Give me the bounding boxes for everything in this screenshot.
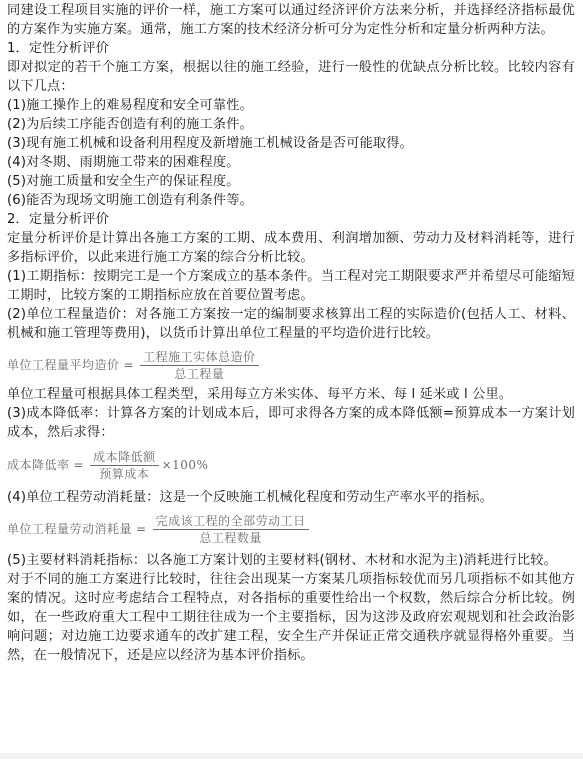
formula-cost-reduction-denominator: 预算成本 (99, 466, 150, 481)
formula-cost-reduction-lhs: 成本降低率 (7, 457, 70, 472)
bottom-divider (0, 753, 583, 759)
formula-labor-consumption-lhs: 单位工程量劳动消耗量 (7, 521, 133, 536)
section2-item-5: (5)主要材料消耗指标：以各施工方案计划的主要材料(钢材、木材和水泥为主)消耗进行比较。 (7, 553, 557, 568)
formula-labor-consumption-equals: = (136, 521, 147, 536)
section2-item-3: (3)成本降低率：计算各方案的计划成本后，即可求得各方案的成本降低额=预算成本一方案计划成本，然后求得： (7, 406, 575, 440)
formula-cost-reduction-numerator: 成本降低额 (90, 450, 159, 466)
section2-heading: 2．定量分析评价 (7, 212, 109, 227)
formula-cost-reduction-equals: = (73, 457, 85, 472)
formula-cost-reduction-multiplier: ×100% (161, 457, 209, 472)
formula-unit-cost-denominator: 总工程量 (174, 366, 225, 381)
formula-unit-cost-equals: = (123, 357, 135, 372)
section2-item-2: (2)单位工程量造价：对各施工方案按一定的编制要求核算出工程的实际造价(包括人工、材料、机械和施工管理等费用)，以货币计算出单位工程量的平均造价进行比较。 (7, 307, 575, 341)
formula-unit-cost (7, 349, 575, 381)
section1-item-5: (5)对施工质量和安全生产的保证程度。 (7, 174, 240, 189)
section1-item-1: (1)施工操作上的难易程度和安全可靠性。 (7, 98, 253, 113)
formula-labor-consumption-fraction (153, 514, 309, 545)
section1-text: 即对拟定的若干个施工方案，根据以往的施工经验，进行一般性的优缺点分析比较。比较内容有以下几点： (7, 60, 575, 94)
document-body (7, 1, 575, 665)
after-formula1-text: 单位工程量可根据具体工程类型，采用每立方米实体、每平方米、每 l 延米或 l 公里。 (7, 387, 513, 402)
section1-item-6: (6)能否为现场文明施工创造有利条件等。 (7, 193, 253, 208)
formula-cost-reduction (7, 448, 575, 482)
section1-item-2: (2)为后续工序能否创造有利的施工条件。 (7, 117, 253, 132)
intro-paragraph: 同建设工程项目实施的评价一样，施工方案可以通过经济评价方法来分析，并选择经济指标最优的方案作为实施方案。通常，施工方案的技术经济分析可分为定性分析和定量分析两种方法。 (7, 3, 575, 37)
formula-unit-cost-numerator: 工程施工实体总造价 (140, 350, 259, 366)
section2-text: 定量分析评价是计算出各施工方案的工期、成本费用、利润增加额、劳动力及材料消耗等，进行多指标评价，以此来进行施工方案的综合分析比较。 (7, 231, 575, 265)
formula-labor-consumption-numerator: 完成该工程的全部劳动工日 (153, 514, 309, 530)
formula-unit-cost-fraction (140, 350, 259, 381)
conclusion-paragraph: 对于不同的施工方案进行比较时，往往会出现某一方案某几项指标较优而另几项指标不如其他方案的情况。这时应考虑结合工程特点，对各指标的重要性给出一个权数，然后综合分析比较。例如，在一些政府重大工程中工期往往成为一个主要指标，因为这涉及政府宏观规划和社会政治影响问题；对边施工边要求通车的改扩建工程，安全生产并保证正常交通秩序就显得格外重要。当然，在一般情况下，还是应以经济为基本评价指标。 (7, 572, 575, 663)
section1-item-3: (3)现有施工机械和设备利用程度及新增施工机械设备是否可能取得。 (7, 136, 413, 151)
section1-heading: 1．定性分析评价 (7, 41, 109, 56)
formula-labor-consumption-denominator: 总工程数量 (199, 530, 262, 545)
formula-unit-cost-lhs: 单位工程量平均造价 (7, 357, 120, 372)
section1-item-4: (4)对冬期、雨期施工带来的困难程度。 (7, 155, 240, 170)
formula-cost-reduction-fraction (90, 450, 159, 481)
section2-item-4: (4)单位工程劳动消耗量：这是一个反映施工机械化程度和劳动生产率水平的指标。 (7, 490, 493, 505)
section2-item-1: (1)工期指标：按期完工是一个方案成立的基本条件。当工程对完工期限要求严并希望尽可能缩短工期时，比较方案的工期指标应放在首要位置考虑。 (7, 269, 575, 303)
formula-labor-consumption (7, 513, 575, 545)
